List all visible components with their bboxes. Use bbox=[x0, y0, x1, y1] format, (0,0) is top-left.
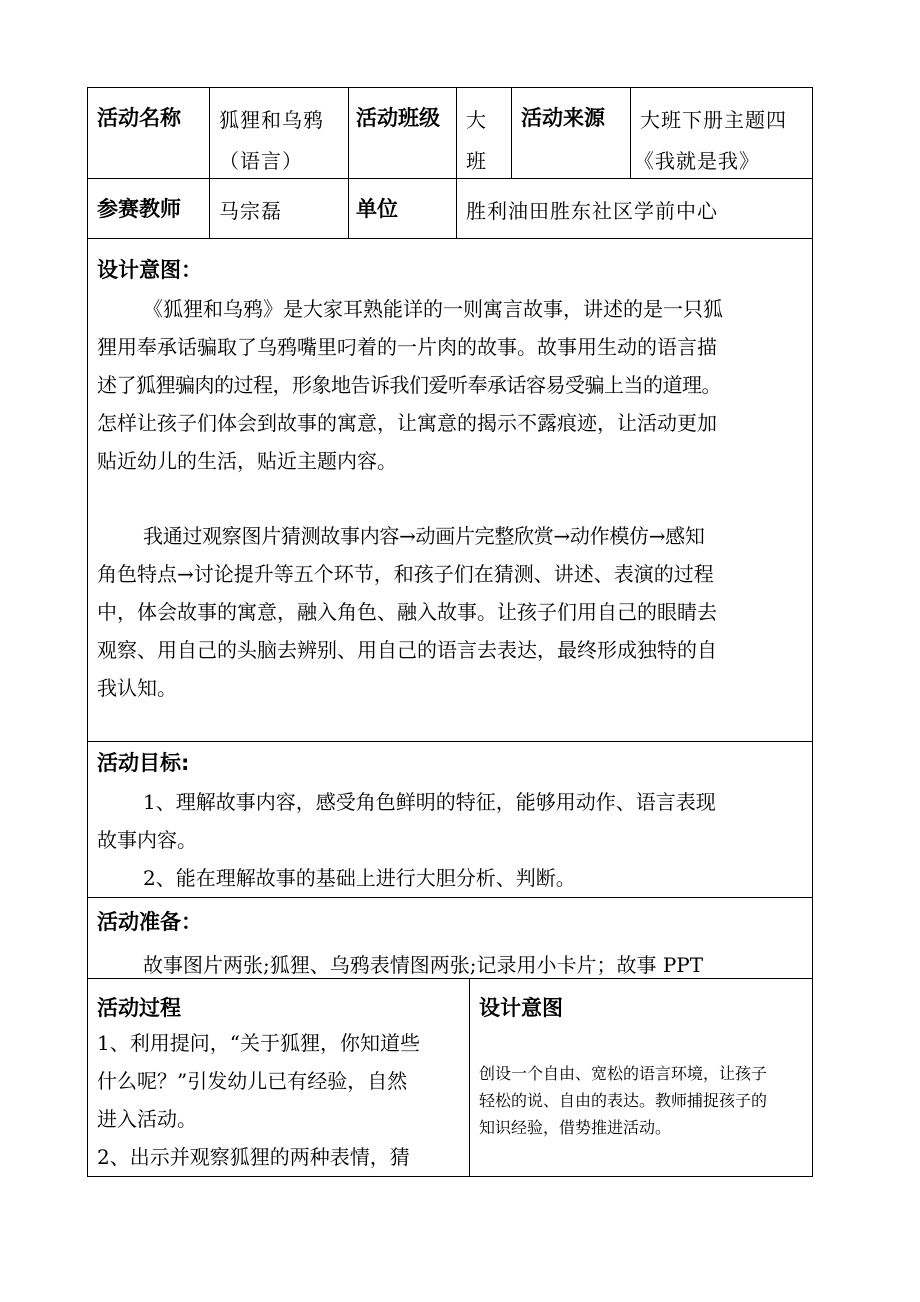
row-divider bbox=[87, 978, 813, 979]
source-value-line1: 大班下册主题四 bbox=[640, 108, 787, 132]
paragraph-line: 《狐狸和乌鸦》是大家耳熟能详的一则寓言故事，讲述的是一只狐 bbox=[143, 297, 723, 321]
process-intent-line: 创设一个自由、宽松的语言环境，让孩子 bbox=[479, 1064, 768, 1083]
table-border-top bbox=[87, 87, 813, 88]
paragraph-line: 中，体会故事的寓意，融入角色、融入故事。让孩子们用自己的眼睛去 bbox=[97, 600, 717, 624]
teacher-label: 参赛教师 bbox=[97, 197, 181, 221]
paragraph-line: 狸用奉承话骗取了乌鸦嘴里叼着的一片肉的故事。故事用生动的语言描 bbox=[97, 335, 717, 359]
goal-item-1-line: 故事内容。 bbox=[97, 828, 197, 852]
class-value-line2: 班 bbox=[466, 149, 487, 173]
goals-heading: 活动目标: bbox=[97, 751, 190, 775]
process-step-1-line: 1、利用提问，“关于狐狸，你知道些 bbox=[97, 1031, 420, 1055]
col-divider bbox=[456, 87, 457, 239]
design-intent-paragraph-2 bbox=[97, 517, 717, 707]
paragraph-line: 贴近幼儿的生活，贴近主题内容。 bbox=[97, 449, 397, 473]
process-steps bbox=[97, 1024, 420, 1176]
process-intent-line: 轻松的说、自由的表达。教师捕捉孩子的 bbox=[479, 1091, 768, 1110]
preparation-heading: 活动准备： bbox=[97, 910, 202, 934]
process-heading: 活动过程 bbox=[97, 996, 181, 1020]
class-value-line1: 大 bbox=[466, 108, 487, 132]
process-step-1-line: 进入活动。 bbox=[97, 1107, 197, 1131]
paragraph-line: 角色特点→讨论提升等五个环节，和孩子们在猜测、讲述、表演的过程 bbox=[97, 562, 714, 586]
activity-name-value: 狐狸和乌鸦 bbox=[219, 108, 324, 132]
paragraph-line: 述了狐狸骗肉的过程，形象地告诉我们爱听奉承话容易受骗上当的道理。 bbox=[97, 373, 721, 397]
process-step-1-line: 什么呢？”引发幼儿已有经验，自然 bbox=[97, 1069, 408, 1093]
source-value-line2: 《我就是我》 bbox=[634, 149, 760, 173]
teacher-name: 马宗磊 bbox=[219, 199, 282, 223]
activity-name-subject: （语言） bbox=[219, 149, 303, 173]
design-intent-paragraph-1 bbox=[97, 290, 723, 480]
row-divider bbox=[87, 741, 813, 742]
col-divider bbox=[348, 87, 349, 239]
goals-list bbox=[97, 783, 716, 897]
goal-item-2: 2、能在理解故事的基础上进行大胆分析、判断。 bbox=[143, 866, 576, 890]
row-divider bbox=[87, 178, 813, 179]
row-divider bbox=[87, 897, 813, 898]
paragraph-line: 我认知。 bbox=[97, 676, 177, 700]
col-divider bbox=[511, 87, 512, 179]
process-step-2: 2、出示并观察狐狸的两种表情，猜 bbox=[97, 1145, 410, 1169]
unit-label: 单位 bbox=[356, 197, 398, 221]
paragraph-line: 怎样让孩子们体会到故事的寓意，让寓意的揭示不露痕迹，让活动更加 bbox=[97, 411, 717, 435]
paragraph-line: 我通过观察图片猜测故事内容→动画片完整欣赏→动作模仿→感知 bbox=[143, 524, 705, 548]
paragraph-line: 观察、用自己的头脑去辨别、用自己的语言去表达，最终形成独特的自 bbox=[97, 638, 717, 662]
activity-source-label: 活动来源 bbox=[521, 106, 605, 130]
col-divider bbox=[630, 87, 631, 179]
col-divider bbox=[469, 978, 470, 1177]
process-intent-line: 知识经验，借势推进活动。 bbox=[479, 1118, 672, 1137]
process-intent-heading: 设计意图 bbox=[479, 996, 563, 1020]
table-border-left bbox=[87, 87, 88, 1177]
design-intent-heading: 设计意图： bbox=[97, 258, 202, 282]
table-border-bottom bbox=[87, 1176, 813, 1177]
unit-value: 胜利油田胜东社区学前中心 bbox=[466, 199, 718, 223]
process-intent-text bbox=[479, 1060, 767, 1141]
col-divider bbox=[209, 87, 210, 239]
preparation-text: 故事图片两张;狐狸、乌鸦表情图两张;记录用小卡片；故事 PPT bbox=[143, 953, 704, 977]
activity-name-label: 活动名称 bbox=[97, 106, 181, 130]
goal-item-1-line: 1、理解故事内容，感受角色鲜明的特征，能够用动作、语言表现 bbox=[143, 790, 716, 814]
row-divider bbox=[87, 238, 813, 239]
table-border-right bbox=[812, 87, 813, 1177]
activity-class-label: 活动班级 bbox=[356, 106, 440, 130]
